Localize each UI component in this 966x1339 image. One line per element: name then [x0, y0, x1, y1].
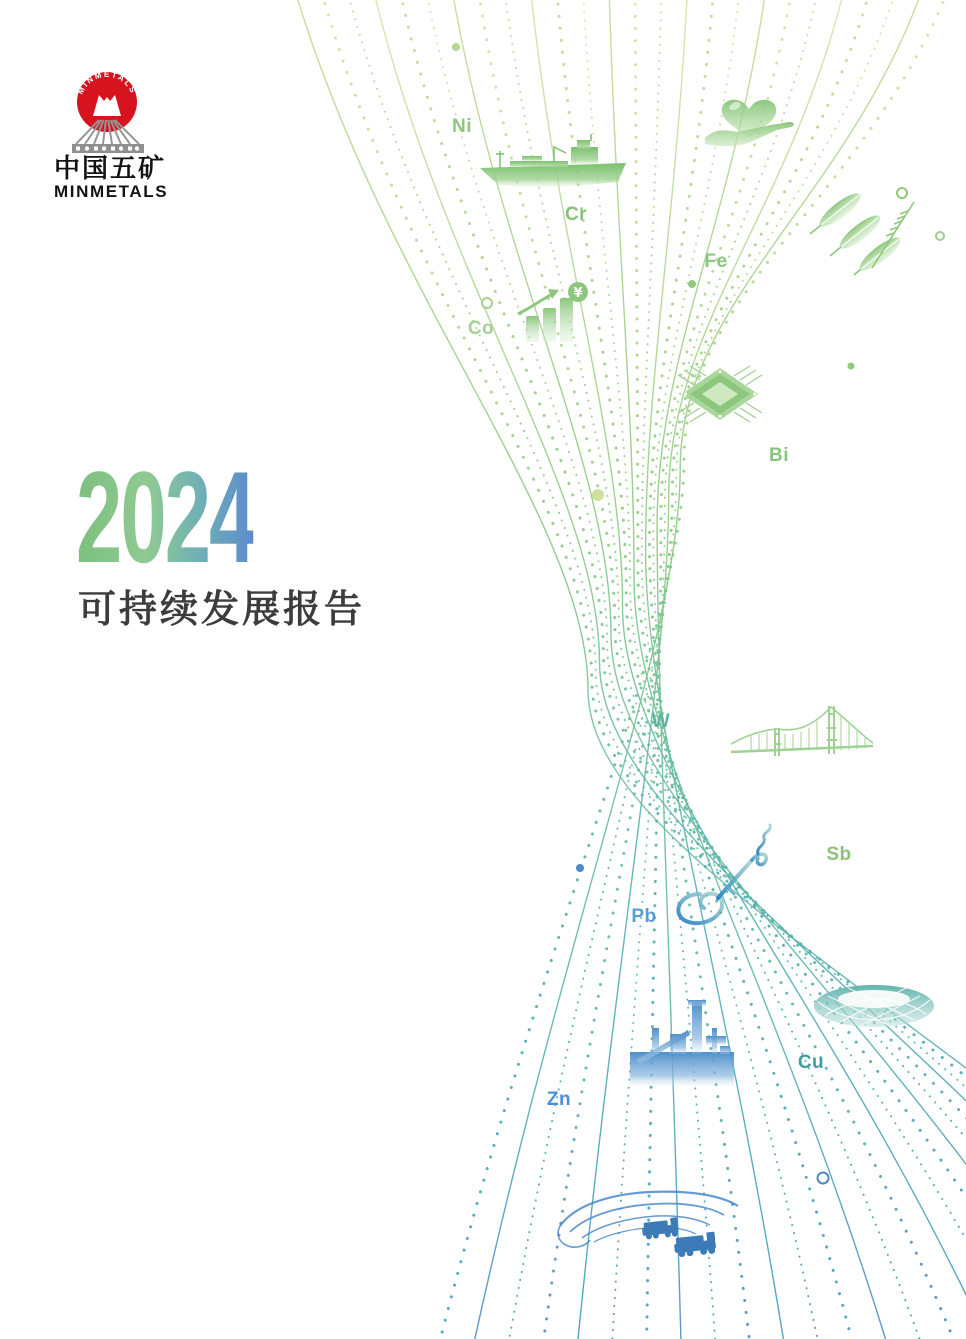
company-name-en: MINMETALS: [54, 182, 169, 201]
element-label-sb: Sb: [826, 844, 852, 865]
cargo-ship-icon: [478, 134, 628, 190]
factory-icon: [628, 998, 736, 1090]
element-label-zn: Zn: [546, 1089, 572, 1110]
element-label-cr: Cr: [564, 204, 588, 225]
yuan-symbol-text: ¥: [573, 286, 583, 301]
microchip-icon: [676, 360, 764, 434]
open-pit-mine-icon: [546, 1170, 748, 1272]
element-label-bi: Bi: [769, 445, 789, 466]
hand-holding-heart-icon: [701, 77, 797, 157]
report-title: 可持续发展报告: [78, 589, 366, 631]
element-label-co: Co: [467, 318, 495, 339]
element-label-cu: Cu: [797, 1052, 825, 1073]
company-name-cn: 中国五矿: [54, 153, 167, 183]
wheat-ears-icon: [810, 186, 918, 270]
minmetals-emblem-icon: [66, 68, 158, 164]
violin-icon: [670, 820, 788, 928]
growth-chart-icon: [512, 280, 592, 342]
element-label-pb: Pb: [631, 906, 657, 927]
element-label-ni: Ni: [452, 116, 472, 137]
element-label-fe: Fe: [704, 251, 728, 272]
stadium-icon: [810, 978, 938, 1036]
suspension-bridge-icon: [731, 688, 873, 764]
emblem-arc-text: MINMETALS: [75, 69, 139, 96]
element-label-w: W: [651, 711, 671, 732]
report-year: 2024: [76, 444, 254, 590]
